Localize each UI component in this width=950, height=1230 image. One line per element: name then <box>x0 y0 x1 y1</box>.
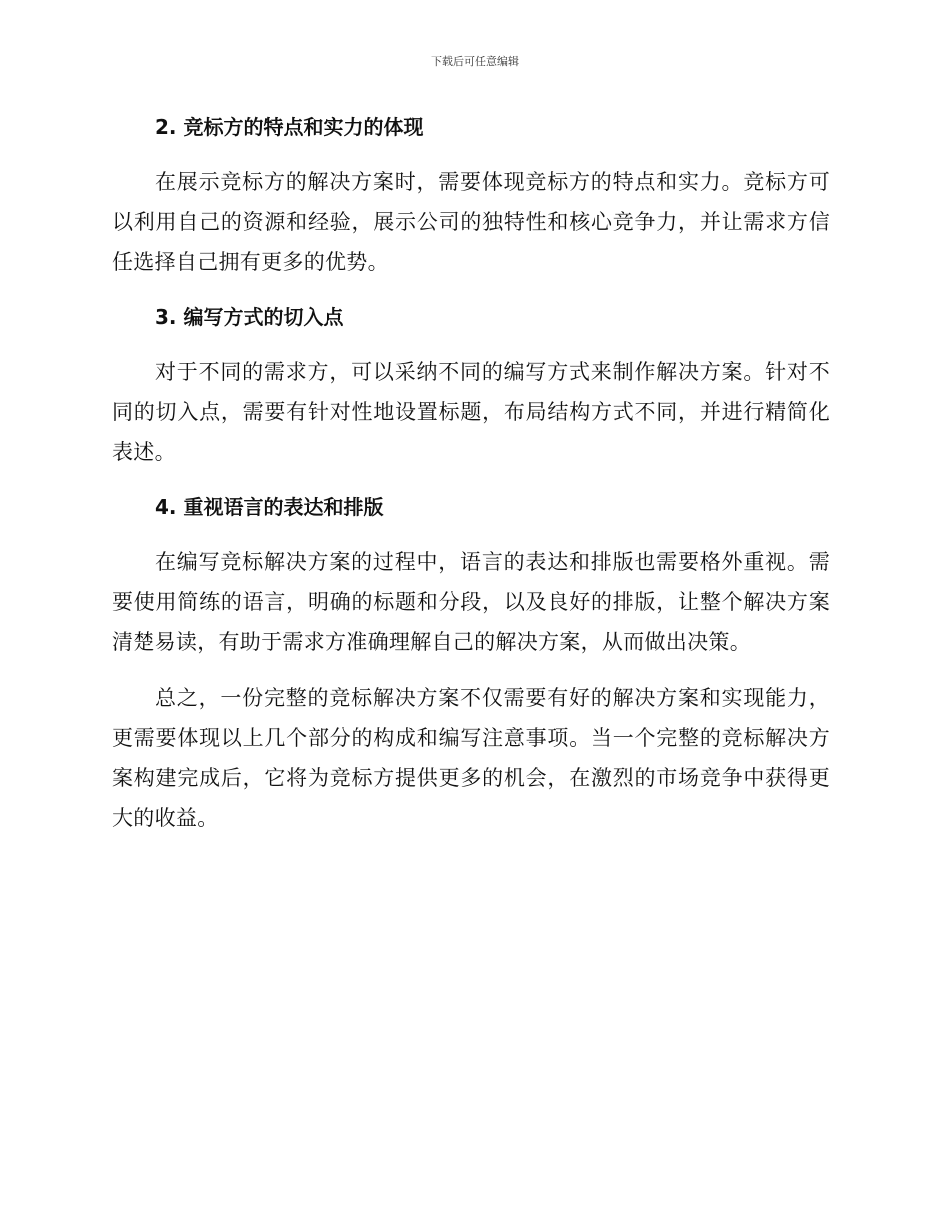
section-paragraph: 在编写竞标解决方案的过程中，语言的表达和排版也需要格外重视。需要使用简练的语言，明确的标题和分段，以及良好的排版，让整个解决方案清楚易读，有助于需求方准确理解自己的解决方案，从而做出决策。 <box>112 550 830 654</box>
section-3 <box>112 298 830 472</box>
section-heading: 4. 重视语言的表达和排版 <box>155 495 384 519</box>
section-spacing <box>112 146 830 162</box>
page-header-note: 下载后可任意编辑 <box>431 55 519 68</box>
section-heading: 2. 竞标方的特点和实力的体现 <box>155 115 424 139</box>
section-paragraph: 对于不同的需求方，可以采纳不同的编写方式来制作解决方案。针对不同的切入点，需要有针对性地设置标题，布局结构方式不同，并进行精简化表述。 <box>112 360 830 464</box>
section-spacing <box>112 526 830 542</box>
section-paragraph: 在展示竞标方的解决方案时，需要体现竞标方的特点和实力。竞标方可以利用自己的资源和经验，展示公司的独特性和核心竞争力，并让需求方信任选择自己拥有更多的优势。 <box>112 170 830 274</box>
document-content <box>112 108 830 838</box>
section-spacing <box>112 336 830 352</box>
section-4 <box>112 488 830 662</box>
conclusion-paragraph: 总之，一份完整的竞标解决方案不仅需要有好的解决方案和实现能力，更需要体现以上几个部分的构成和编写注意事项。当一个完整的竞标解决方案构建完成后，它将为竞标方提供更多的机会，在激烈的市场竞争中获得更大的收益。 <box>112 686 830 830</box>
section-heading: 3. 编写方式的切入点 <box>155 305 344 329</box>
section-2 <box>112 108 830 282</box>
